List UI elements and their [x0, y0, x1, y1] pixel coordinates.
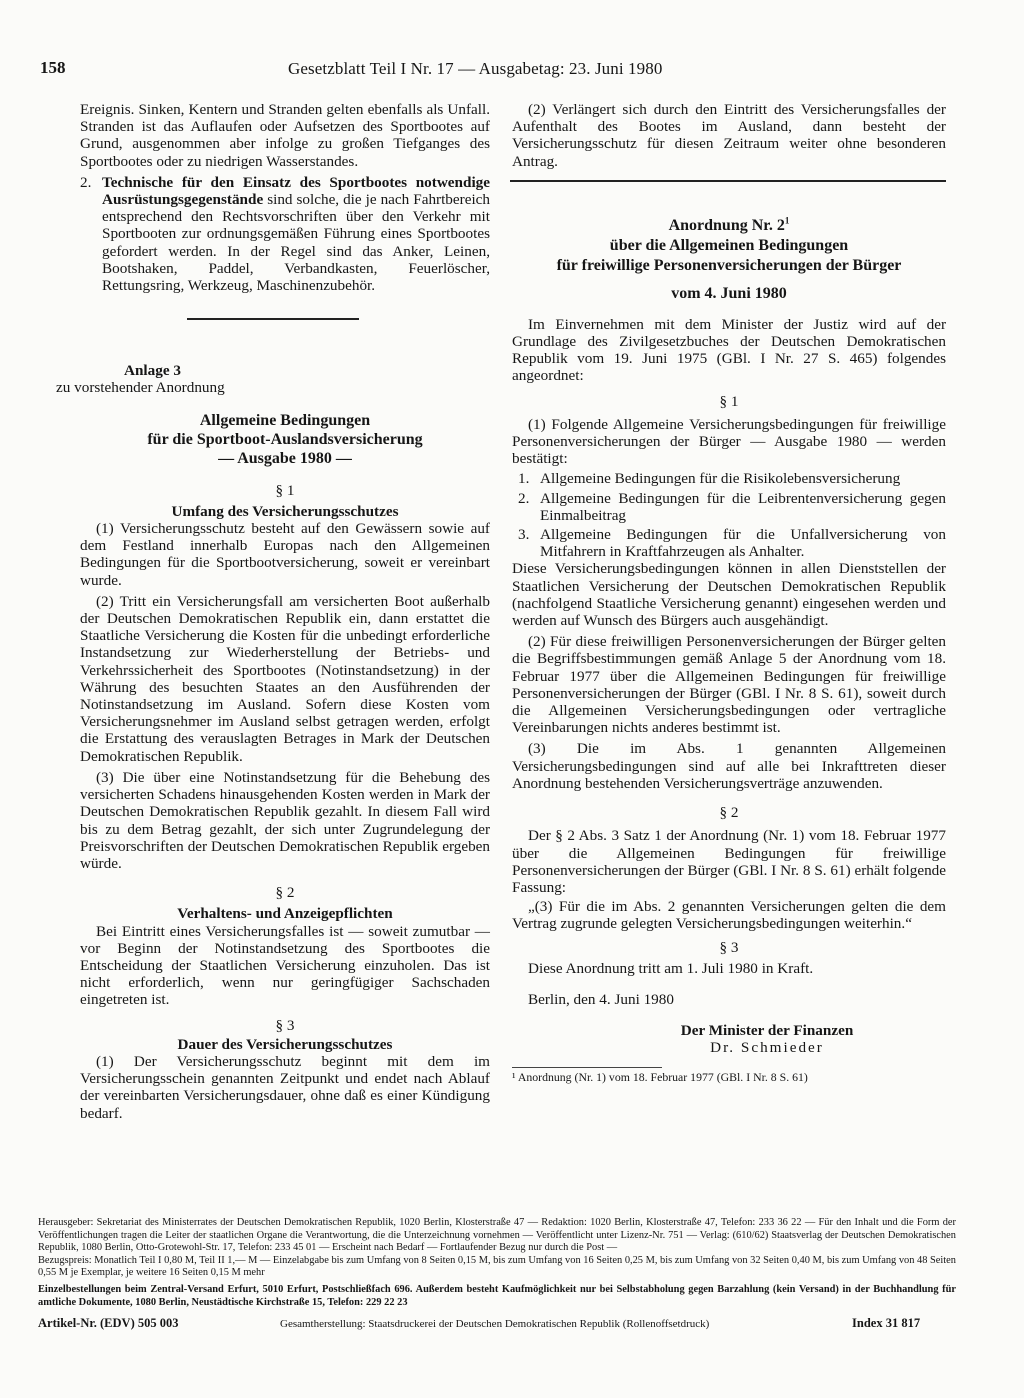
- imprint-prices: Bezugspreis: Monatlich Teil I 0,80 M, Teil II 1,— M — Einzelabgabe bis zum Umfang von 8 Seiten 0,15 M, bis zum Umfang von 16 Seiten 0,25 M, bis zum Umfang von 32 Seiten 0,40 M, bis zum Umfang von 48 Seiten 0,55 M je Exemplar, je weitere 16 Seiten 0,15 M mehr: [38, 1254, 956, 1279]
- section-divider: [510, 180, 946, 182]
- continued-paragraph: Ereignis. Sinken, Kentern und Stranden gelten ebenfalls als Unfall. Stranden ist das Auflaufen oder Aufsetzen des Sportbootes auf Grund, ausgenommen aber infolge zu großen Tiefganges des Sportbootes oder zu niedrigen Wasserstandes.: [80, 101, 490, 170]
- confirmed-list: [512, 470, 946, 560]
- section-title-3: Dauer des Versicherungsschutzes: [177, 1035, 393, 1053]
- imprint: [38, 1217, 956, 1309]
- right-column: [512, 101, 946, 1084]
- list-number: 2.: [518, 489, 530, 507]
- ordinance-date: vom 4. Juni 1980: [671, 284, 787, 302]
- anlage-subtitle: zu vorstehender Anordnung: [56, 379, 225, 397]
- doc-title-line-1: Allgemeine Bedingungen: [199, 411, 371, 429]
- place-date: Berlin, den 4. Juni 1980: [528, 990, 674, 1008]
- section-mark-2: § 2: [275, 884, 295, 902]
- paragraph: (3) Die im Abs. 1 genannten Allgemeinen Versicherungsbedingungen sind auf alle bei Inkrafttreten dieser Anordnung bestehenden Versicherungsverträge anzuwenden.: [512, 740, 946, 792]
- footnote: ¹ Anordnung (Nr. 1) vom 18. Februar 1977 (GBl. I Nr. 8 S. 61): [512, 1069, 808, 1084]
- signer-title: Der Minister der Finanzen: [680, 1022, 854, 1040]
- paragraph: Bei Eintritt eines Versicherungsfalles ist — soweit zumutbar — vor Beginn der Notinstandsetzung des Sportbootes die Entscheidung der Staatlichen Versicherung einzuholen. Das ist nicht erforderlich, wenn nur geringfügiger Sachschaden eingetreten ist.: [80, 922, 490, 1009]
- ordinance-title: [512, 216, 946, 236]
- section-divider: [187, 318, 359, 320]
- doc-title-line-2: für die Sportboot-Auslandsversicherung: [147, 430, 423, 448]
- list-item: [518, 526, 946, 560]
- list-text: Allgemeine Bedingungen für die Leibrentenversicherung gegen Einmalbeitrag: [540, 489, 946, 524]
- section-mark-3: § 3: [275, 1016, 295, 1034]
- paragraph: Der § 2 Abs. 3 Satz 1 der Anordnung (Nr. 1) vom 18. Februar 1977 über die Allgemeinen Bedingungen für freiwillige Personenversicherungen der Bürger (GBl. I Nr. 8 S. 61) erhält folgende Fassung:: [512, 827, 946, 896]
- index-number: Index 31 817: [852, 1316, 921, 1330]
- paragraph: (1) Der Versicherungsschutz beginnt mit dem im Versicherungsschein genannten Zeitpunkt und endet nach Ablauf der vereinbarten Versicherungsdauer, ohne daß es einer Kündigung bedarf.: [80, 1052, 490, 1122]
- anlage-title: Anlage 3: [124, 362, 181, 380]
- left-column: [56, 101, 490, 1122]
- ordinance-title-line-2: über die Allgemeinen Bedingungen: [609, 236, 849, 254]
- paragraph: Diese Anordnung tritt am 1. Juli 1980 in Kraft.: [528, 959, 814, 977]
- paragraph: Diese Versicherungsbedingungen können in allen Dienststellen der Staatlichen Versicherung der Deutschen Demokratischen Republik (nachfolgend Staatliche Versicherung genannt) eingesehen werden und werden auf Wunsch des Bürgers auch ausgehändigt.: [512, 560, 946, 630]
- quoted-paragraph: „(3) Für die im Abs. 2 genannten Versicherungen gelten die dem Vertrag zugrunde gelegten Versicherungsbedingungen weiterhin.“: [512, 898, 946, 933]
- paragraph: (2) Für diese freiwilligen Personenversicherungen der Bürger gelten die Begriffsbestimmungen gemäß Anlage 5 der Anordnung vom 18. Februar 1977 über die Allgemeinen Bedingungen für freiwillige Personenversicherungen der Bürger (GBl. I Nr. 8 S. 61), soweit durch die Allgemeinen Versicherungsbedingungen oder vertragliche Vereinbarungen nichts anderes bestimmt ist.: [512, 633, 946, 737]
- list-number: 1.: [518, 470, 530, 488]
- doc-title-line-3: — Ausgabe 1980 —: [218, 449, 352, 467]
- list-item-2: [80, 174, 490, 294]
- running-header: Gesetzblatt Teil I Nr. 17 — Ausgabetag: 23. Juni 1980: [288, 59, 663, 78]
- footnote-marker: 1: [784, 215, 790, 226]
- continued-paragraph: (2) Verlängert sich durch den Eintritt des Versicherungsfalles der Aufenthalt des Bootes im Ausland, dann besteht der Versicherungsschutz für diesen Zeitraum weiter ohne besonderen Antrag.: [512, 101, 946, 170]
- section-title-2: Verhaltens- und Anzeigepflichten: [177, 905, 393, 923]
- list-number: 2.: [80, 173, 92, 191]
- ordinance-title-line-3: für freiwillige Personenversicherungen der Bürger: [556, 256, 902, 274]
- paragraph: (1) Folgende Allgemeine Versicherungsbedingungen für freiwillige Personenversicherungen der Bürger — Ausgabe 1980 — werden bestätigt:: [512, 415, 946, 468]
- article-number: Artikel-Nr. (EDV) 505 003: [38, 1316, 179, 1330]
- list-text: Allgemeine Bedingungen für die Risikolebensversicherung: [540, 470, 901, 488]
- section-mark-3: § 3: [719, 938, 739, 956]
- section-mark-2: § 2: [719, 804, 739, 822]
- page-number: 158: [40, 58, 66, 77]
- paragraph: Im Einvernehmen mit dem Minister der Justiz wird auf der Grundlage des Zivilgesetzbuches der Deutschen Demokratischen Republik vom 19. Juni 1975 (GBl. I Nr. 27 S. 465) folgendes angeordnet:: [512, 315, 946, 385]
- imprint-orders: Einzelbestellungen beim Zentral-Versand Erfurt, 5010 Erfurt, Postschließfach 696. Außerdem besteht Kaufmöglichkeit nur bei Selbstabholung gegen Barzahlung (kein Versand) in der Buchhandlung für amtliche Dokumente, 1080 Berlin, Neustädtische Kirchstraße 15, Telefon: 229 22 23: [38, 1283, 956, 1308]
- imprint-publisher: Herausgeber: Sekretariat des Ministerrates der Deutschen Demokratischen Republik, 1020 Berlin, Klosterstraße 47 — Redaktion: 1020 Berlin, Klosterstraße 47, Telefon: 233 36 22 — Für den Inhalt und die Form der Veröffentlichungen tragen die Leiter der staatlichen Organe die Verantwortung, die die Unterzeichnung vornehmen — Veröffentlicht unter Lizenz-Nr. 751 — Verlag: (610/62) Staatsverlag der Deutschen Demokratischen Republik, 1080 Berlin, Otto-Grotewohl-Str. 17, Telefon: 233 45 01 — Erscheint nach Bedarf — Fortlaufender Bezug nur durch die Post —: [38, 1217, 956, 1254]
- printer-note: Gesamtherstellung: Staatsdruckerei der Deutschen Demokratischen Republik (Rollenoffsetdruck): [280, 1318, 710, 1330]
- signer-name: Dr. Schmieder: [710, 1039, 824, 1057]
- list-text: Allgemeine Bedingungen für die Unfallversicherung von Mitfahrern in Kraftfahrzeugen als Anhalter.: [540, 526, 946, 561]
- footnote-divider: [512, 1067, 662, 1068]
- paragraph: (1) Versicherungsschutz besteht auf den Gewässern sowie auf dem Festland innerhalb Europas nach den Allgemeinen Bedingungen für die Sportbootversicherung, soweit er vereinbart wurde.: [80, 520, 490, 589]
- ordinance-title-text: Anordnung Nr. 2: [668, 216, 785, 234]
- term-bold: Technische für den Einsatz des Sportbootes notwendige Ausrüstungsgegenstände: [102, 173, 490, 209]
- list-item: [518, 490, 946, 524]
- section-mark-1: § 1: [719, 392, 739, 410]
- section-title-1: Umfang des Versicherungsschutzes: [171, 502, 399, 520]
- list-item: [518, 470, 946, 487]
- section-mark-1: § 1: [275, 481, 295, 499]
- paragraph: (2) Tritt ein Versicherungsfall am versicherten Boot außerhalb der Deutschen Demokratischen Republik ein, dann erstattet die Staatliche Versicherung die Kosten für die unbedingt erforderliche Instandsetzung zur Wiederherstellung der Betriebs- und Verkehrssicherheit des Sportbootes (Notinstandsetzung) in der Währung des besuchten Staates an den Ausführenden der Notinstandsetzung im Ausland. Sofern diese Kosten vom Versicherungsnehmer im Ausland selbst getragen werden, erfolgt die Erstattung des verauslagten Betrages in Mark der Deutschen Demokratischen Republik.: [80, 592, 490, 765]
- term-definition: sind solche, die je nach Fahrtbereich entsprechend den Rechtsvorschriften über den Verkehr mit Sportbooten zur ordnungsgemäßen Führung eines Sportbootes gefordert werden. In der Regel sind das Anker, Leinen, Bootshaken, Paddel, Verbandkasten, Feuerlöscher, Rettungsring, Werkzeug, Maschinenzubehör.: [102, 191, 490, 295]
- list-number: 3.: [518, 526, 530, 544]
- paragraph: (3) Die über eine Notinstandsetzung für die Behebung des versicherten Schadens hinausgehenden Kosten werden in Mark der Deutschen Demokratischen Republik gezahlt. In diesem Fall wird bis zu dem Betrag gezahlt, der sich unter Zugrundelegung der Preisvorschriften der Deutschen Demokratischen Republik ergeben würde.: [80, 768, 490, 872]
